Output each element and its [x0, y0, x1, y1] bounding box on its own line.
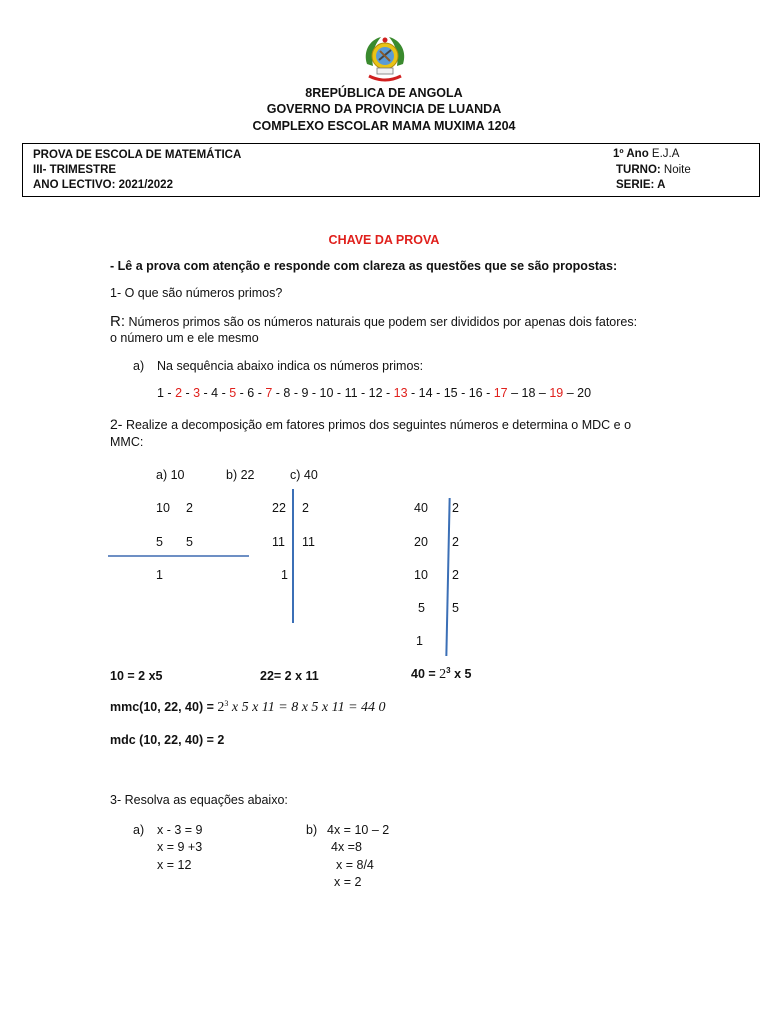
sequence-separator: - 8 - 9 - 10 - 11 - 12 - — [272, 386, 394, 400]
q3b-step: 4x =8 — [331, 840, 362, 854]
prime-number: 13 — [393, 386, 408, 400]
shift — [616, 164, 691, 176]
result-40-base: 2 — [439, 667, 447, 682]
dec10-divider — [108, 555, 249, 557]
header-republic: 8REPÚBLICA DE ANGOLA — [305, 86, 463, 100]
q1-answer-line1 — [110, 313, 637, 330]
dec40-factor: 2 — [452, 568, 459, 582]
q2-question-text: Realize a decomposição em fatores primos dos seguintes números e determina o MDC e o — [125, 418, 632, 432]
q3a-step: x = 12 — [157, 858, 192, 872]
q1-answer-text: Números primos são os números naturais que podem ser divididos por apenas dois fatores: — [128, 315, 638, 329]
result-40-prefix: 40 = — [411, 667, 436, 681]
mmc-expression: x 5 x 11 = 8 x 5 x 11 = 44 0 — [231, 700, 386, 715]
sequence-separator: - 6 - — [236, 386, 266, 400]
q2-number: 2- — [110, 416, 123, 432]
q2-option-b: b) 22 — [226, 468, 255, 482]
prime-number: 19 — [549, 386, 564, 400]
q3b-step: 4x = 10 – 2 — [327, 823, 390, 837]
dec40-factor: 2 — [452, 501, 459, 515]
prime-number: 2 — [175, 386, 183, 400]
number-sequence — [157, 386, 591, 400]
dec22-divider — [292, 489, 294, 623]
dec40-number: 10 — [414, 568, 428, 582]
grade — [613, 148, 679, 160]
dec40-number: 20 — [414, 535, 428, 549]
q1-answer-line2: o número um e ele mesmo — [110, 331, 259, 345]
q2-option-c: c) 40 — [290, 468, 318, 482]
grade-value: E.J.A — [651, 148, 680, 160]
dec40-number: 40 — [414, 501, 428, 515]
sequence-separator: - — [163, 386, 176, 400]
answer-prefix: R: — [110, 313, 125, 330]
header-government: GOVERNO DA PROVINCIA DE LUANDA — [266, 102, 502, 116]
mmc-label: mmc(10, 22, 40) = — [110, 700, 214, 714]
dec10-number: 1 — [156, 568, 163, 582]
q3b-step: x = 2 — [334, 875, 362, 889]
mmc-exponent: 3 — [224, 698, 229, 708]
dec40-number: 5 — [418, 601, 425, 615]
exam-year: ANO LECTIVO: 2021/2022 — [33, 179, 173, 191]
dec22-number: 11 — [272, 535, 285, 549]
dec40-number: 1 — [416, 634, 423, 648]
dec22-number: 1 — [281, 568, 288, 582]
sequence-separator: – 18 – — [507, 386, 550, 400]
exam-term: III- TRIMESTRE — [33, 164, 117, 176]
q1-question: 1- O que são números primos? — [110, 286, 283, 300]
dec10-factor: 2 — [186, 501, 193, 515]
sequence-separator: - 4 - — [200, 386, 230, 400]
q1a-letter: a) — [133, 359, 145, 373]
q3a-step: x = 9 +3 — [157, 840, 203, 854]
q2-line2: MMC: — [110, 435, 144, 449]
q3b-step: x = 8/4 — [336, 858, 374, 872]
shift-label: TURNO: — [616, 164, 661, 176]
q1a-text: Na sequência abaixo indica os números primos: — [157, 359, 424, 373]
grade-label: 1º Ano — [613, 148, 649, 160]
result-40-exponent: 3 — [446, 665, 451, 675]
mdc-result: mdc (10, 22, 40) = 2 — [110, 733, 225, 747]
angola-emblem — [361, 34, 409, 84]
q2-line1 — [110, 416, 631, 432]
dec22-factor: 2 — [302, 501, 309, 515]
shift-value: Noite — [663, 164, 691, 176]
prime-number: 7 — [265, 386, 273, 400]
q3-question: 3- Resolva as equações abaixo: — [110, 793, 288, 807]
prime-number: 3 — [193, 386, 201, 400]
dec22-number: 22 — [272, 501, 286, 515]
dec22-factor: 11 — [302, 535, 315, 549]
series: SERIE: A — [616, 179, 666, 191]
dec10-factor: 5 — [186, 535, 193, 549]
prime-number: 5 — [229, 386, 237, 400]
mmc-result — [110, 700, 386, 716]
prime-number: 17 — [493, 386, 508, 400]
result-40 — [411, 667, 472, 683]
dec10-number: 10 — [156, 501, 170, 515]
q3a-letter: a) — [133, 823, 145, 837]
result-40-suffix: x 5 — [454, 667, 472, 681]
dec40-factor: 2 — [452, 535, 459, 549]
sequence-separator: - — [182, 386, 194, 400]
result-10: 10 = 2 x5 — [110, 669, 163, 683]
sequence-separator: – 20 — [563, 386, 592, 400]
sequence-separator: - 14 - 15 - 16 - — [407, 386, 494, 400]
header-school: COMPLEXO ESCOLAR MAMA MUXIMA 1204 — [252, 119, 516, 133]
exam-info-box — [22, 143, 760, 197]
q2-option-a: a) 10 — [156, 468, 185, 482]
q3a-step: x - 3 = 9 — [157, 823, 203, 837]
mmc-base: 2 — [217, 700, 225, 715]
dec10-number: 5 — [156, 535, 163, 549]
q3b-letter: b) — [306, 823, 318, 837]
dec40-divider — [445, 498, 450, 656]
instruction: - Lê a prova com atenção e responde com clareza as questões que se são propostas: — [110, 259, 618, 273]
dec40-factor: 5 — [452, 601, 459, 615]
result-22: 22= 2 x 11 — [260, 669, 319, 683]
exam-name: PROVA DE ESCOLA DE MATEMÁTICA — [33, 149, 242, 161]
sequence-number: 1 — [157, 386, 164, 400]
answer-key-title: CHAVE DA PROVA — [328, 233, 440, 247]
